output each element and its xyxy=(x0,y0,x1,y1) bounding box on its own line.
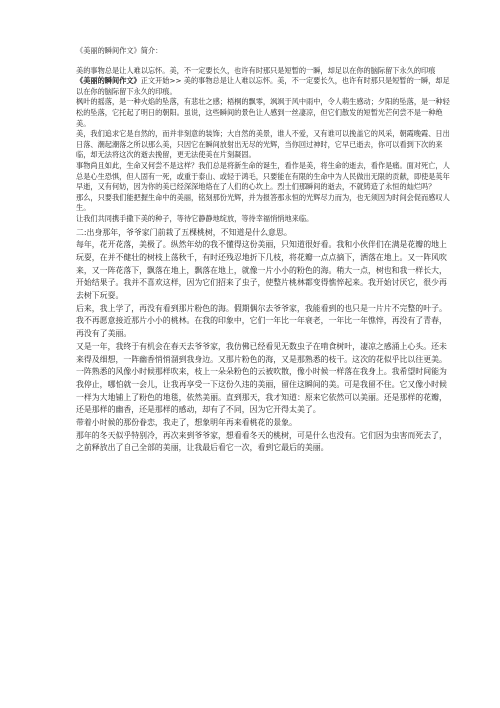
intro-paragraph: 那么，只要我们能把握生命中的美丽，铭刻那份光辉，并为报答那永恒的光辉尽力而为，也无须因为时间会促而感叹人生。 xyxy=(76,192,450,213)
intro-paragraph: 让我们共同携手撒下美的种子，等待它静静地绽放，等待幸福悄悄地来临。 xyxy=(76,213,314,223)
intro-paragraph: 美，我们追求它是自然的，而并非刻意的装饰；大自然的美景，谁人不爱，又有谁可以挽盖它的风采，朝霞晚霞、日出日落、潮起潮落之所以那么美，只因它在瞬间放射出无尽的光辉，当你回过神时，它早已逝去，你可以看到下次的来临，却无法将这次的逝去挽留，更无法使美在片刻凝固。 xyxy=(76,129,450,160)
paragraph-text: 正文开始>> 美的事物总是让人难以忘怀。美，不一定要长久，也许有时那只是短暂的一瞬，却足以在你的脑际留下永久的印痕。 xyxy=(76,76,450,96)
essay-paragraph: 每年，花开花落，美极了。纵然年幼的我不懂得这份美丽，只知道很好看。我和小伙伴们在满是花瓣的地上玩耍，在并不健壮的树枝上荡秋千，有时还残忍地折下几枝，将花瓣一点点摘下，洒落在地上。又一阵风吹来，又一阵花落下，飘落在地上，飘落在地上，就像一片小小的粉色的海。稍大一点，树也和我一样长大，开始结果子。我并不喜欢这样，因为它们招来了虫子，使整片桃林都变得憔悴起来。我开始讨厌它，很少再去树下玩耍。 xyxy=(76,240,447,301)
essay-paragraph: 又是一年，我终于有机会在春天去爷爷家，我仿佛已经看见无数虫子在啃食树叶，凄凉之感涌上心头。还未来得及细想，一阵幽香悄悄溜到我身边。又那片粉色的海，又是那熟悉的枝干。这次的花似乎比以往更美。一阵熟悉的风像小时候那样吹来，枝上一朵朵粉色的云被吹散，像小时候一样落在我身上。我希望时间能为我停止，哪怕就一会儿，让我再享受一下这份久违的美丽，留住这瞬间的美。可是我留不住。它又像小时候一样为大地铺上了粉色的地毯，依然美丽。直到那天，我才知道：原来它依然可以美丽。还是那样的花瓣，还是那样的幽香，还是那样的感动，却有了不同，因为它开得太美了。 xyxy=(76,341,447,415)
intro-section xyxy=(76,46,450,225)
intro-paragraph: 枫叶的摇落，是一种火焰的坠落，有悲壮之感；梧桐的飘零，飒飒于风中雨中，令人萌生感动；夕阳的坠落，是一种轻松的坠落，它托起了明日的朝阳。虽说，这些瞬间的景色让人感到一丝凄凉，但它们散发的短暂光芒何尝不是一种绝美。 xyxy=(76,97,450,128)
essay-paragraph: 那年的冬天似乎特别冷，再次来到爷爷家，想看看冬天的桃树，可是什么也没有。它们因为虫害而死去了，之前释放出了自己全部的美丽，让我最后看它一次，看到它最后的美丽。 xyxy=(76,430,447,453)
intro-paragraph: 事物尚且如此，生命又何尝不是这样？我们总是将新生命的诞生，看作是美，将生命的逝去，看作是痛。面对死亡，人总是心生恐惧，但人固有一死，或重于泰山、或轻于鸿毛，只要能在有限的生命中为人民做出无限的贡献，即使是英年早逝，又有何妨，因为你的美已经深深地烙在了人们的心坎上。烈士们那瞬间的逝去，不就铸造了永恒的灿烂吗？ xyxy=(76,160,450,192)
bold-lead: 《美丽的瞬间作文》 xyxy=(76,76,141,86)
essay-paragraph: 二:出身那年，爷爷家门前栽了五棵桃树，不知道是什么意思。 xyxy=(76,227,292,237)
intro-paragraph: 美的事物总是让人难以忘怀。美，不一定要长久，也许有时那只是短暂的一瞬，却足以在你的脑际留下永久的印痕 xyxy=(76,65,436,75)
intro-paragraph xyxy=(76,76,450,97)
essay-paragraph: 带着小时候的那份眷恋，我走了，想象明年再来看桃花的景象。 xyxy=(76,418,297,428)
essay-paragraph: 后来，我上学了，再没有看到那片粉色的海。假期偶尔去爷爷家，我能看到的也只是一片片不完整的叶子。我不再愿意接近那片小小的桃林。在我的印象中，它们一年比一年衰老，一年比一年憔悴，再没有了青春，再没有了美丽。 xyxy=(76,303,447,339)
intro-title: 《美丽的瞬间作文》简介： xyxy=(76,46,163,55)
essay-body xyxy=(76,227,450,456)
